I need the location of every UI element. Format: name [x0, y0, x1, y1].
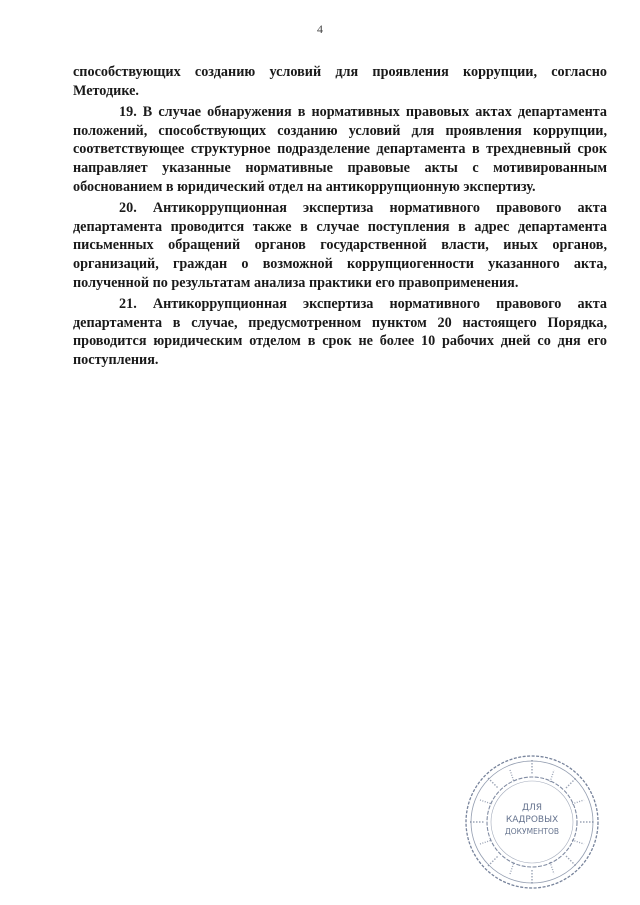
paragraph-20 — [73, 199, 607, 292]
text-line: поступления. — [73, 351, 159, 368]
text-line: проводится юридическим отделом в срок не более 10 рабочих дней со дня его — [73, 333, 607, 350]
text-line: департамента в случае, предусмотренном пунктом 20 настоящего Порядка, — [73, 314, 607, 331]
official-stamp — [462, 752, 602, 892]
stamp-line: КАДРОВЫХ — [505, 815, 559, 825]
text-line: направляет указанные нормативные правовые акты с мотивированным — [73, 159, 607, 176]
paragraph-21 — [73, 295, 607, 369]
paragraph-continuation — [73, 63, 607, 100]
page-number: 4 — [317, 22, 323, 36]
text-line: организаций, граждан о возможной коррупциогенности указанного акта, — [73, 255, 607, 272]
text-line: 21. Антикоррупционная экспертиза нормативного правового акта — [119, 296, 607, 313]
text-line: письменных обращений органов государственной власти, иных органов, — [73, 237, 607, 254]
paragraph-19 — [73, 103, 607, 196]
text-line: положений, способствующих созданию условий для проявления коррупции, — [73, 122, 607, 139]
text-line: 20. Антикоррупционная экспертиза нормативного правового акта — [119, 200, 607, 217]
text-line: способствующих созданию условий для проявления коррупции, согласно — [73, 64, 607, 80]
stamp-line: ДОКУМЕНТОВ — [504, 827, 560, 836]
text-line: полученной по результатам анализа практики его правоприменения. — [73, 274, 519, 291]
document-body — [73, 63, 607, 370]
text-line: Методике. — [73, 82, 139, 99]
text-line: обоснованием в юридический отдел на антикоррупционную экспертизу. — [73, 178, 536, 195]
text-line: соответствующее структурное подразделение департамента в трехдневный срок — [73, 141, 607, 158]
stamp-line: ДЛЯ — [521, 803, 543, 813]
text-line: 19. В случае обнаружения в нормативных правовых актах департамента — [119, 104, 607, 121]
text-line: департамента проводится также в случае поступления в адрес департамента — [73, 218, 607, 235]
